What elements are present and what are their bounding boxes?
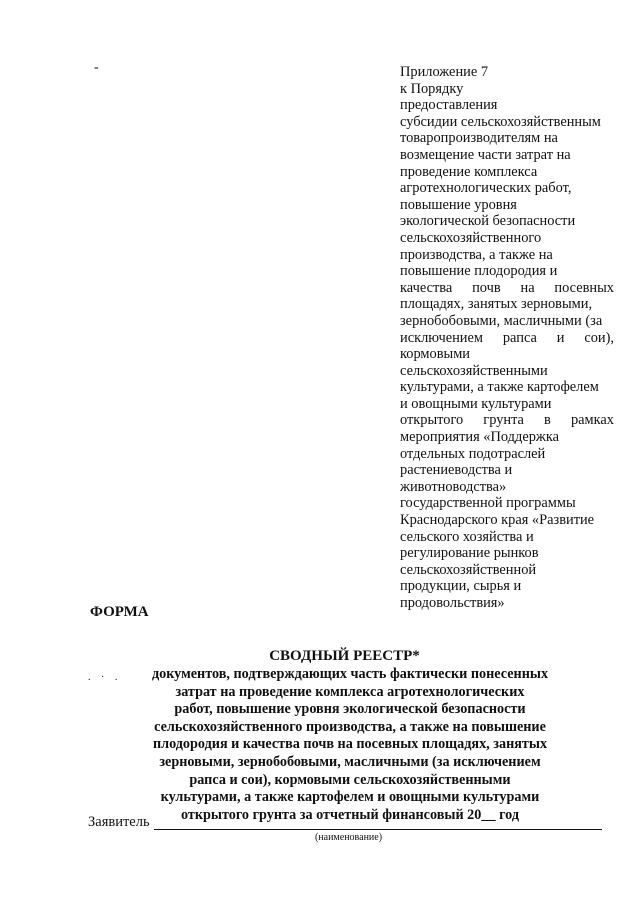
scan-specks: . · . <box>88 672 122 683</box>
appendix-line: открытого грунта в рамках <box>400 412 614 429</box>
appendix-line: производства, а также на <box>400 246 553 263</box>
applicant-name-line <box>154 829 602 830</box>
appendix-line: отдельных подотраслей <box>400 445 546 462</box>
appendix-line: качества почв на посевных <box>400 279 614 296</box>
appendix-block <box>400 64 614 612</box>
subtitle-line: работ, повышение уровня экологической безопасности <box>174 701 526 718</box>
appendix-line: субсидии сельскохозяйственным <box>400 113 601 130</box>
appendix-line: продукции, сырья и <box>400 578 522 595</box>
subtitle-line: открытого грунта за отчетный финансовый 20__ год <box>180 806 520 823</box>
appendix-line: и овощными культурами <box>400 395 552 412</box>
subtitle-line: плодородия и качества почв на посевных площадях, занятых <box>152 736 548 753</box>
appendix-line: возмещение части затрат на <box>400 146 571 163</box>
appendix-line: культурами, а также картофелем <box>400 379 599 396</box>
document-title: СВОДНЫЙ РЕЕСТР* <box>269 648 420 664</box>
appendix-line: зернобобовыми, масличными (за <box>400 312 603 329</box>
document-subtitle <box>120 666 580 824</box>
appendix-line: повышение плодородия и <box>400 263 558 280</box>
appendix-line: сельского хозяйства и <box>400 528 534 545</box>
appendix-line: площадях, занятых зерновыми, <box>400 296 593 313</box>
applicant-caption: (наименование) <box>314 832 383 843</box>
appendix-line: предоставления <box>400 97 498 114</box>
appendix-line: сельскохозяйственными <box>400 362 548 379</box>
appendix-line: экологической безопасности <box>400 213 576 230</box>
applicant-label: Заявитель <box>88 814 150 830</box>
subtitle-line: культурами, а также картофелем и овощными культурами <box>160 789 540 806</box>
subtitle-line: зерновыми, зернобобовыми, масличными (за исключением <box>159 753 541 770</box>
appendix-line: Краснодарского края «Развитие <box>400 512 595 529</box>
appendix-line: растениеводства и <box>400 462 513 479</box>
appendix-line: к Порядку <box>400 80 464 97</box>
appendix-line: мероприятия «Поддержка <box>400 429 560 446</box>
appendix-line: продовольствия» <box>400 595 505 611</box>
subtitle-line: затрат на проведение комплекса агротехнологических <box>175 683 525 700</box>
appendix-line: животноводства» <box>400 478 507 495</box>
appendix-line: проведение комплекса <box>400 163 538 180</box>
subtitle-line: документов, подтверждающих часть фактически понесенных <box>151 666 549 682</box>
appendix-line: государственной программы <box>400 495 576 512</box>
form-label: ФОРМА <box>90 604 149 620</box>
appendix-line: товаропроизводителям на <box>400 130 558 147</box>
appendix-line: сельскохозяйственного <box>400 229 542 246</box>
appendix-line: повышение уровня <box>400 196 517 213</box>
appendix-line: регулирование рынков <box>400 545 539 562</box>
subtitle-line: рапса и сои), кормовыми сельскохозяйственными <box>189 771 511 788</box>
appendix-line: сельскохозяйственной <box>400 561 537 578</box>
appendix-line: исключением рапса и сои), <box>400 329 614 346</box>
stray-dash-mark: - <box>94 60 99 75</box>
appendix-line: кормовыми <box>400 346 471 363</box>
appendix-line: Приложение 7 <box>400 64 489 80</box>
appendix-line: агротехнологических работ, <box>400 180 572 197</box>
subtitle-line: сельскохозяйственного производства, а также на повышение <box>154 718 546 735</box>
